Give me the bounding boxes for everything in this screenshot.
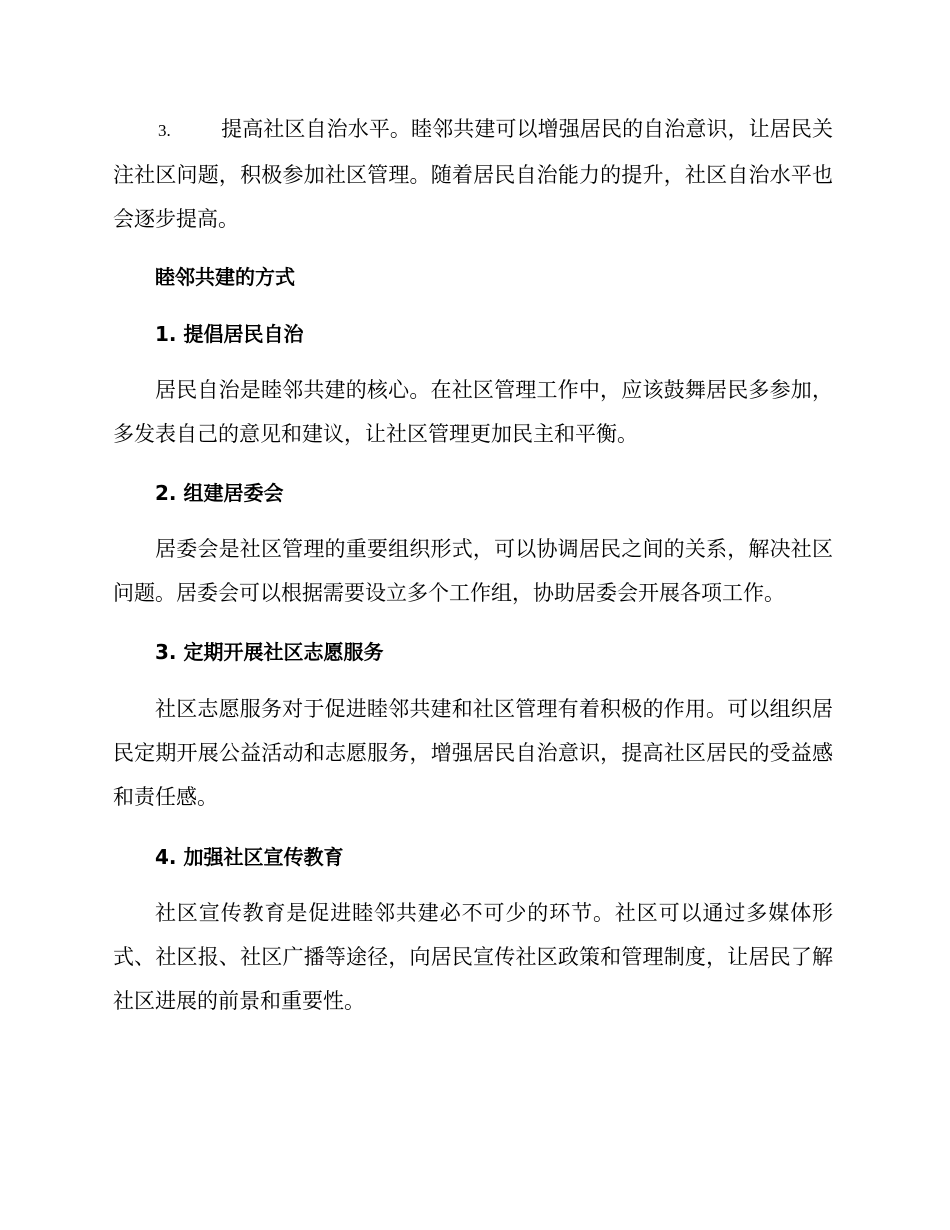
- section-heading-3: 3. 定期开展社区志愿服务: [155, 640, 384, 664]
- section-title: 睦邻共建的方式: [155, 265, 295, 289]
- section-body-2: 居委会是社区管理的重要组织形式，可以协调居民之间的关系，解决社区问题。居委会可以根据需要设立多个工作组，协助居委会开展各项工作。: [113, 537, 833, 605]
- section-body-1: 居民自治是睦邻共建的核心。在社区管理工作中，应该鼓舞居民多参加，多发表自己的意见和建议，让社区管理更加民主和平衡。: [113, 378, 833, 446]
- section-body-3: 社区志愿服务对于促进睦邻共建和社区管理有着积极的作用。可以组织居民定期开展公益活动和志愿服务，增强居民自治意识，提高社区居民的受益感和责任感。: [113, 697, 833, 809]
- document-page: [113, 0, 833, 1230]
- section-heading-4: 4. 加强社区宣传教育: [155, 845, 344, 869]
- numbered-paragraph-3: [113, 107, 833, 241]
- paragraph-text: 提高社区自治水平。睦邻共建可以增强居民的自治意识，让居民关注社区问题，积极参加社区管理。随着居民自治能力的提升，社区自治水平也会逐步提高。: [113, 117, 833, 231]
- list-marker: 3.: [158, 121, 171, 140]
- section-heading-1: 1. 提倡居民自治: [155, 322, 304, 346]
- section-heading-2: 2. 组建居委会: [155, 481, 284, 505]
- section-body-4: 社区宣传教育是促进睦邻共建必不可少的环节。社区可以通过多媒体形式、社区报、社区广播等途径，向居民宣传社区政策和管理制度，让居民了解社区进展的前景和重要性。: [113, 901, 833, 1013]
